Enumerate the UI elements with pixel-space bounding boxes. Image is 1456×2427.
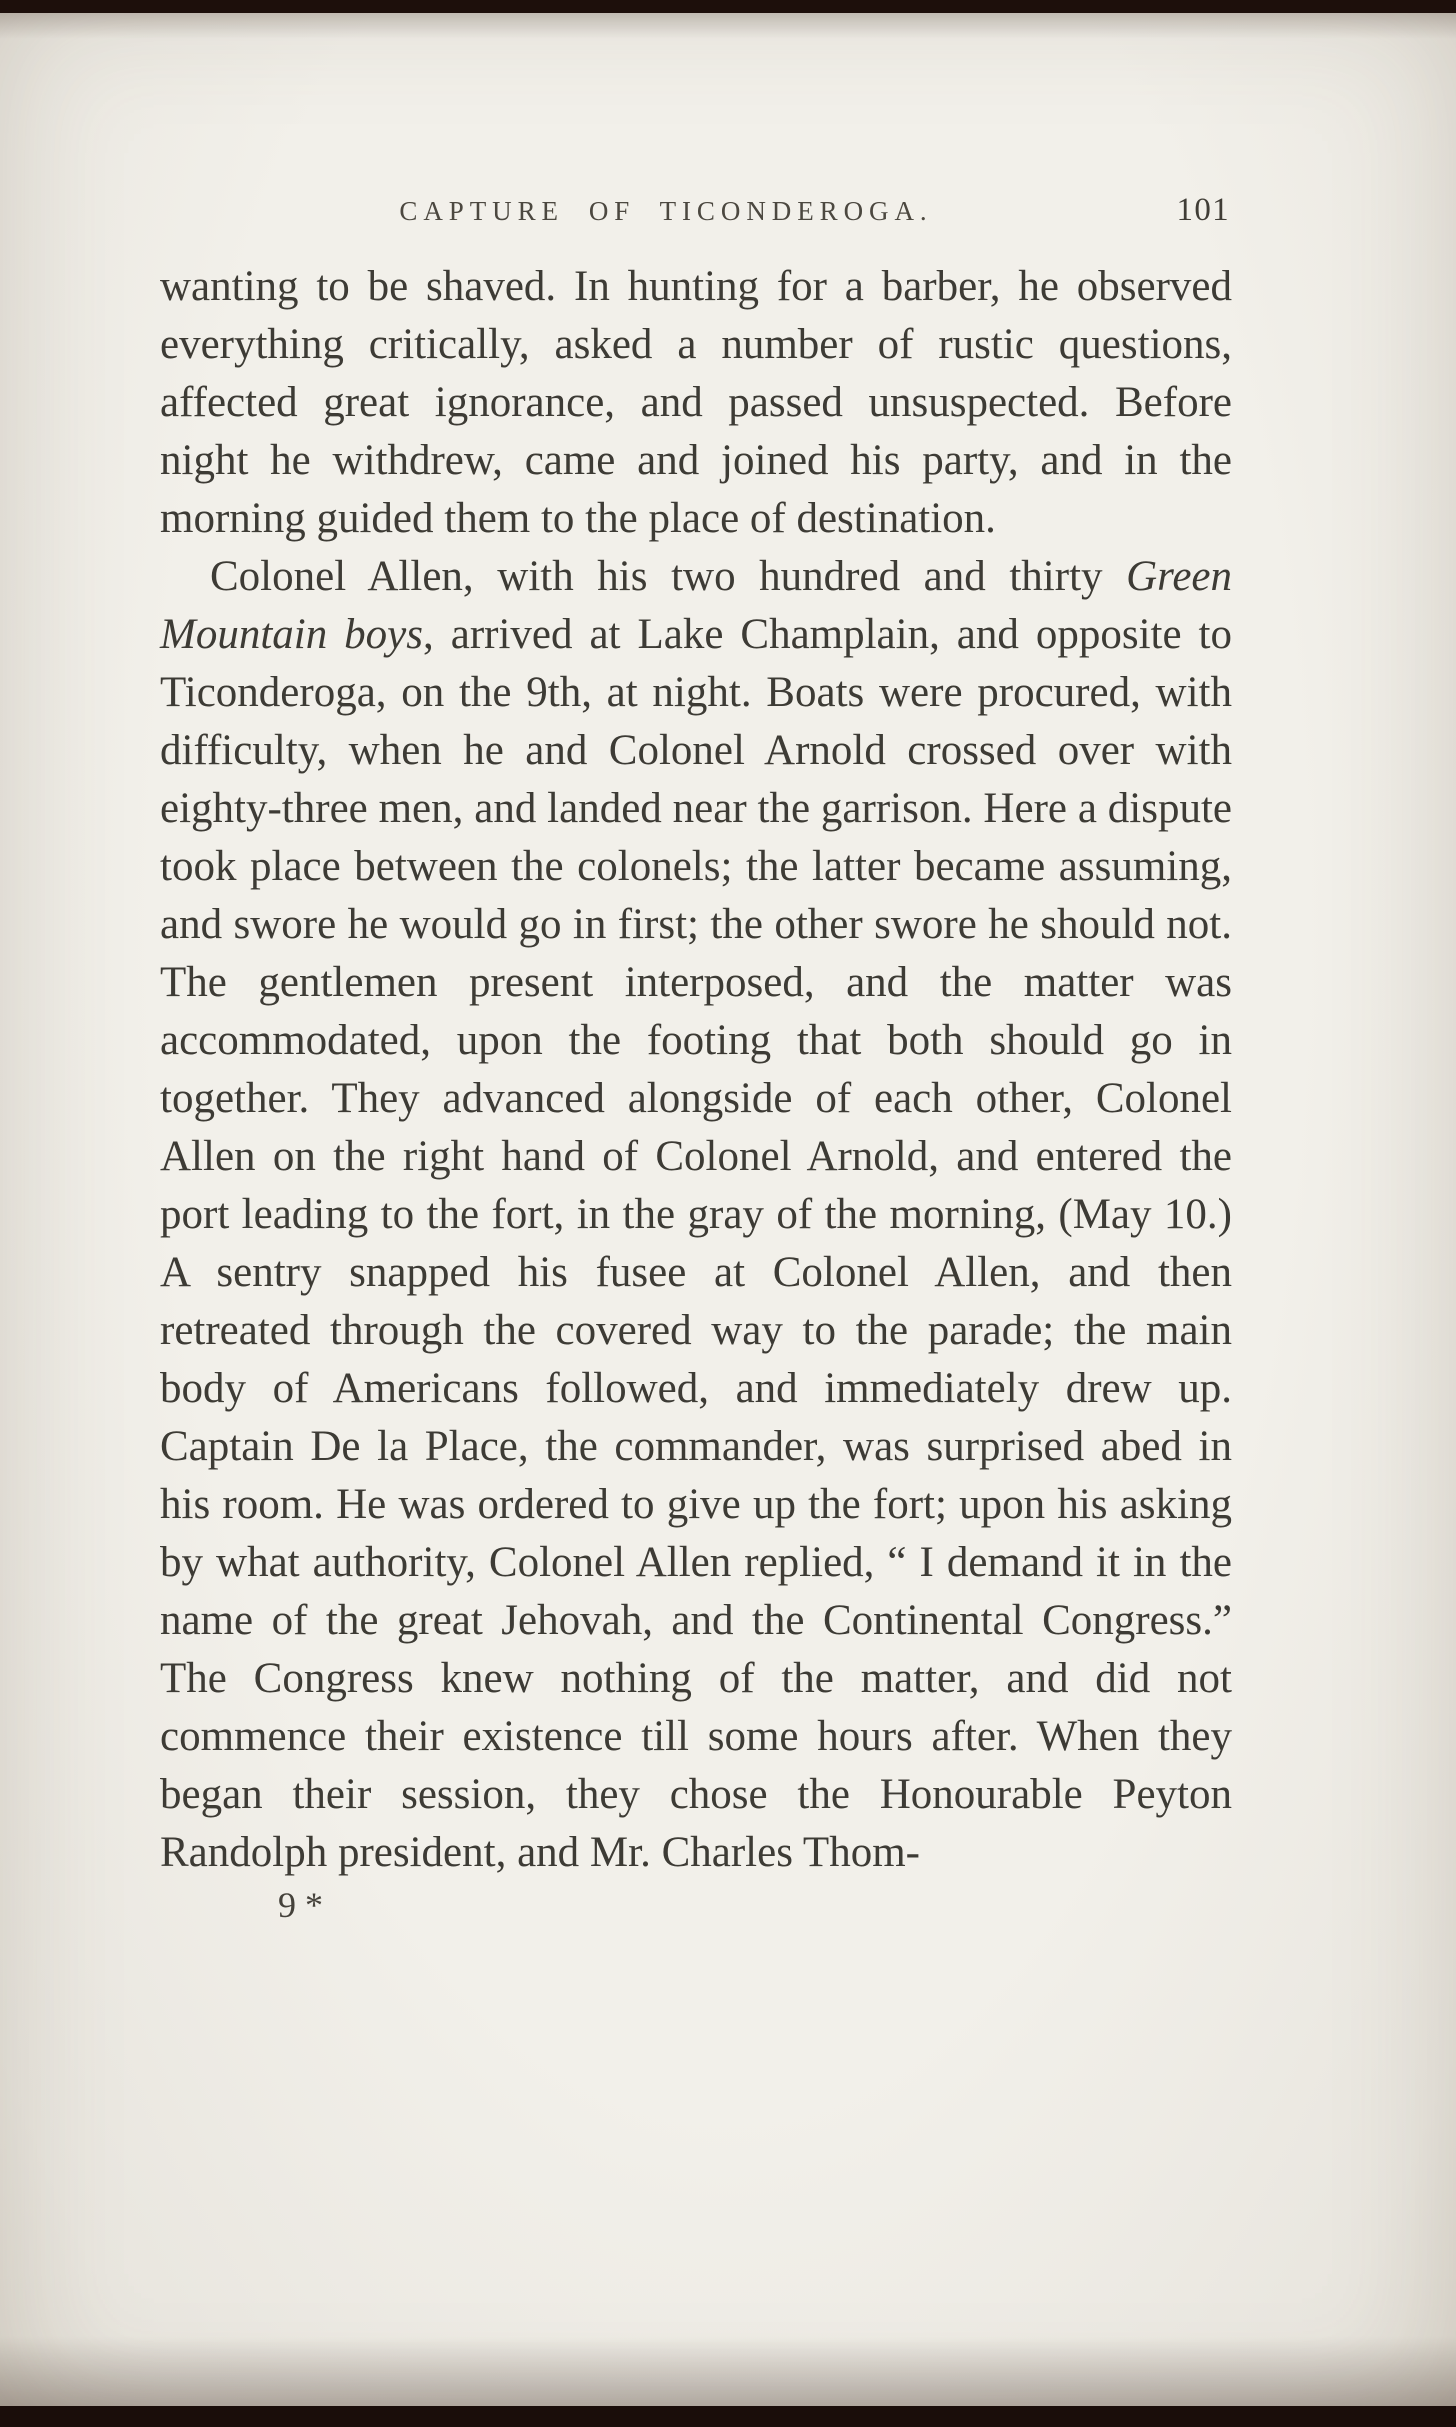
paragraph-1: wanting to be shaved. In hunting for a barber, he observed everything critically, asked a number of rustic questions, affected great ignorance, and passed unsuspected. Before night he withdrew, came and joined his party, and in the morning guided them to the place of destination. xyxy=(160,263,1232,542)
running-head xyxy=(160,192,1232,240)
paragraph-2-text-before: Colonel Allen, with his two hundred and thirty xyxy=(210,553,1127,600)
italic-phrase: Green Mountain boys xyxy=(160,553,1232,658)
text-column xyxy=(160,0,1232,1926)
page-number: 101 xyxy=(1176,192,1230,228)
signature-mark: 9 * xyxy=(278,1885,323,1925)
body-text xyxy=(160,258,1232,1882)
paragraph-2-text-after: , arrived at Lake Champlain, and opposite to Ticonderoga, on the 9th, at night. Boats were procured, with difficulty, when he and Colonel Arnold crossed over with eighty-three men, and landed near the garrison. Here a dispute took place between the colonels; the latter became assuming, and swore he would go in first; the other swore he should not. The gentlemen present interposed, and the matter was accommodated, upon the footing that both should go in together. They advanced alongside of each other, Colonel Allen on the right hand of Colonel Arnold, and entered the port leading to the fort, in the gray of the morning, (May 10.) A sentry snapped his fusee at Colonel Allen, and then retreated through the covered way to the parade; the main body of Americans followed, and immediately drew up. Captain De la Place, the commander, was surprised abed in his room. He was ordered to give up the fort; upon his asking by what authority, Colonel Allen replied, “ I demand it in the name of the great Jehovah, and the Continental Congress.” The Congress knew nothing of the matter, and did not commence their existence till some hours after. When they began their session, they chose the Honourable Peyton Randolph president, and Mr. Charles Thom- xyxy=(160,611,1232,1876)
running-head-title: CAPTURE OF TICONDEROGA. xyxy=(399,196,933,226)
scan-edge-bottom xyxy=(0,2406,1456,2427)
paragraph-2 xyxy=(160,548,1232,1882)
